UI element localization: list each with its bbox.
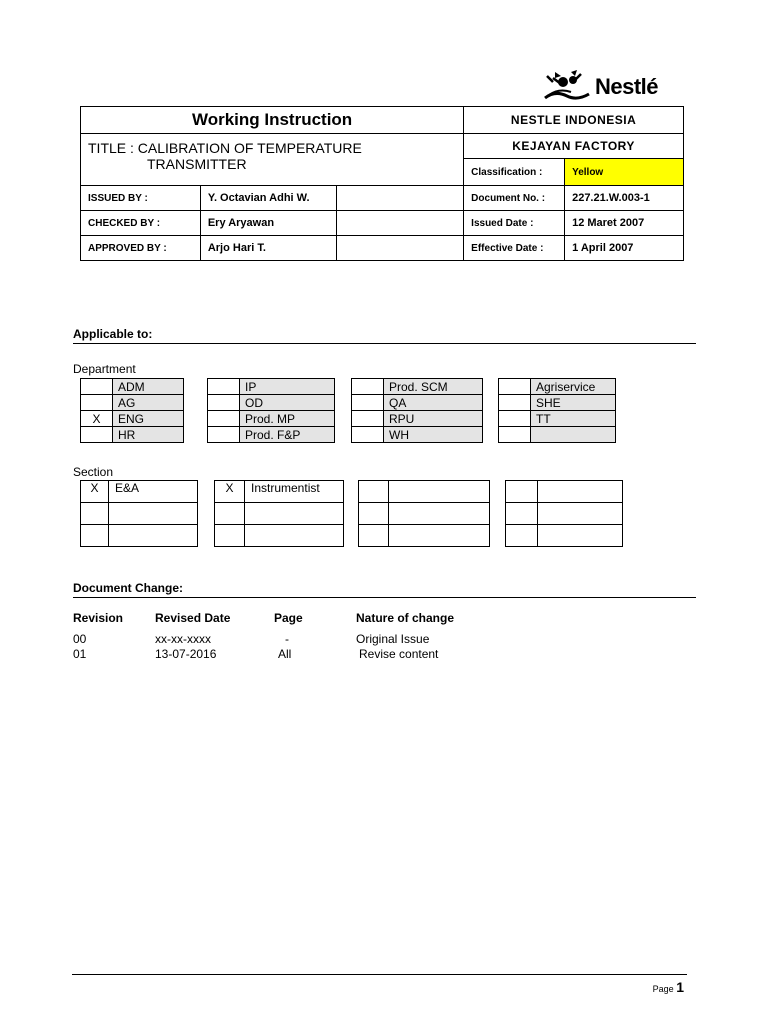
nestle-logo xyxy=(541,68,681,104)
section-name xyxy=(109,525,198,547)
department-row xyxy=(499,379,616,395)
section-row xyxy=(81,525,198,547)
section-name: E&A xyxy=(109,481,198,503)
section-group-4 xyxy=(505,480,623,547)
section-row xyxy=(215,525,344,547)
section-row xyxy=(215,481,344,503)
effective-date-label: Effective Date : xyxy=(464,236,565,261)
section-group-1 xyxy=(80,480,198,547)
section-name xyxy=(389,525,490,547)
department-name: ADM xyxy=(113,379,184,395)
department-name: SHE xyxy=(531,395,616,411)
doc-change-heading: Document Change: xyxy=(73,581,184,595)
section-checkbox xyxy=(81,503,109,525)
department-group-4 xyxy=(498,378,616,443)
section-row xyxy=(215,503,344,525)
page-label: Page xyxy=(652,984,674,994)
department-checkbox xyxy=(208,395,240,411)
applicable-heading: Applicable to: xyxy=(73,327,153,341)
department-row xyxy=(81,411,184,427)
col-nature: Nature of change xyxy=(356,611,455,625)
doc-change-rule xyxy=(73,597,696,598)
org-name: NESTLE INDONESIA xyxy=(464,107,684,134)
department-name: HR xyxy=(113,427,184,443)
department-checkbox xyxy=(81,379,113,395)
department-checkbox xyxy=(499,379,531,395)
department-name xyxy=(531,427,616,443)
col-page: Page xyxy=(274,611,303,625)
col-revision: Revision xyxy=(73,611,124,625)
section-row xyxy=(359,481,490,503)
change-row-1-date: xx-xx-xxxx xyxy=(155,632,211,646)
department-name: Agriservice xyxy=(531,379,616,395)
effective-date-value: 1 April 2007 xyxy=(565,236,684,261)
department-name: Prod. SCM xyxy=(384,379,483,395)
section-row xyxy=(359,525,490,547)
department-checkbox xyxy=(352,379,384,395)
department-name: RPU xyxy=(384,411,483,427)
doc-title xyxy=(81,134,464,186)
department-name: WH xyxy=(384,427,483,443)
approved-by-value: Arjo Hari T. xyxy=(200,236,336,261)
department-group-1 xyxy=(80,378,184,443)
checked-by-signature xyxy=(336,211,464,236)
section-checkbox xyxy=(215,503,245,525)
section-checkbox xyxy=(506,525,538,547)
department-row xyxy=(81,427,184,443)
department-row xyxy=(499,427,616,443)
section-checkbox xyxy=(359,503,389,525)
checked-by-value: Ery Aryawan xyxy=(200,211,336,236)
section-checkbox xyxy=(506,503,538,525)
department-row xyxy=(81,379,184,395)
department-name: AG xyxy=(113,395,184,411)
section-checkbox xyxy=(215,525,245,547)
classification-label: Classification : xyxy=(464,159,565,186)
nest-birds-icon xyxy=(541,68,593,104)
department-group-2 xyxy=(207,378,335,443)
section-name xyxy=(538,525,623,547)
department-checkbox xyxy=(352,411,384,427)
section-row xyxy=(81,503,198,525)
department-row xyxy=(208,427,335,443)
section-row xyxy=(506,481,623,503)
doc-title-line1: TITLE : CALIBRATION OF TEMPERATURE xyxy=(88,140,362,156)
department-checkbox: X xyxy=(81,411,113,427)
section-name xyxy=(245,503,344,525)
department-name: OD xyxy=(240,395,335,411)
department-label: Department xyxy=(73,362,136,376)
change-row-1-revision: 00 xyxy=(73,632,87,646)
department-name: Prod. F&P xyxy=(240,427,335,443)
change-row-2-date: 13-07-2016 xyxy=(155,647,217,661)
section-label: Section xyxy=(73,465,114,479)
applicable-rule xyxy=(73,343,696,344)
department-row xyxy=(352,395,483,411)
issued-by-value: Y. Octavian Adhi W. xyxy=(200,186,336,211)
department-checkbox xyxy=(499,395,531,411)
section-row xyxy=(506,525,623,547)
section-row xyxy=(81,481,198,503)
issued-date-label: Issued Date : xyxy=(464,211,565,236)
section-name xyxy=(109,503,198,525)
doc-no-label: Document No. : xyxy=(464,186,565,211)
section-name xyxy=(245,525,344,547)
section-checkbox xyxy=(359,481,389,503)
change-row-2-nature: Revise content xyxy=(359,647,439,661)
section-name xyxy=(538,503,623,525)
section-name xyxy=(538,481,623,503)
issued-date-value: 12 Maret 2007 xyxy=(565,211,684,236)
department-row xyxy=(352,411,483,427)
department-row xyxy=(352,379,483,395)
section-row xyxy=(506,503,623,525)
department-checkbox xyxy=(352,427,384,443)
department-checkbox xyxy=(81,395,113,411)
page-number xyxy=(653,979,684,995)
department-row xyxy=(81,395,184,411)
department-row xyxy=(499,411,616,427)
department-name: TT xyxy=(531,411,616,427)
department-name: QA xyxy=(384,395,483,411)
department-checkbox xyxy=(81,427,113,443)
section-checkbox xyxy=(81,525,109,547)
approved-by-label: APPROVED BY : xyxy=(81,236,201,261)
department-row xyxy=(208,395,335,411)
col-revised-date: Revised Date xyxy=(155,611,231,625)
doc-type-title: Working Instruction xyxy=(81,107,464,134)
section-group-3 xyxy=(358,480,490,547)
factory-name: KEJAYAN FACTORY xyxy=(464,134,684,159)
section-group-2 xyxy=(214,480,344,547)
section-checkbox xyxy=(359,525,389,547)
page-number-value: 1 xyxy=(676,979,684,995)
department-checkbox xyxy=(499,427,531,443)
document-header-table xyxy=(80,106,684,261)
section-name xyxy=(389,481,490,503)
department-checkbox xyxy=(208,411,240,427)
department-row xyxy=(208,379,335,395)
checked-by-label: CHECKED BY : xyxy=(81,211,201,236)
department-checkbox xyxy=(208,427,240,443)
section-checkbox: X xyxy=(81,481,109,503)
department-row xyxy=(352,427,483,443)
section-checkbox xyxy=(506,481,538,503)
issued-by-signature xyxy=(336,186,464,211)
section-name: Instrumentist xyxy=(245,481,344,503)
section-row xyxy=(359,503,490,525)
change-row-2-page: All xyxy=(278,647,292,661)
section-name xyxy=(389,503,490,525)
approved-by-signature xyxy=(336,236,464,261)
doc-no-value: 227.21.W.003-1 xyxy=(565,186,684,211)
change-row-2-revision: 01 xyxy=(73,647,87,661)
department-checkbox xyxy=(352,395,384,411)
department-name: Prod. MP xyxy=(240,411,335,427)
department-name: ENG xyxy=(113,411,184,427)
department-group-3 xyxy=(351,378,483,443)
change-row-1-page: - xyxy=(285,632,289,646)
change-row-1-nature: Original Issue xyxy=(356,632,430,646)
department-row xyxy=(499,395,616,411)
brand-wordmark: Nestlé xyxy=(595,74,659,99)
department-checkbox xyxy=(208,379,240,395)
department-name: IP xyxy=(240,379,335,395)
department-row xyxy=(208,411,335,427)
issued-by-label: ISSUED BY : xyxy=(81,186,201,211)
classification-value: Yellow xyxy=(565,159,684,186)
doc-title-line2: TRANSMITTER xyxy=(147,156,247,172)
section-checkbox: X xyxy=(215,481,245,503)
footer-rule xyxy=(72,974,687,975)
department-checkbox xyxy=(499,411,531,427)
